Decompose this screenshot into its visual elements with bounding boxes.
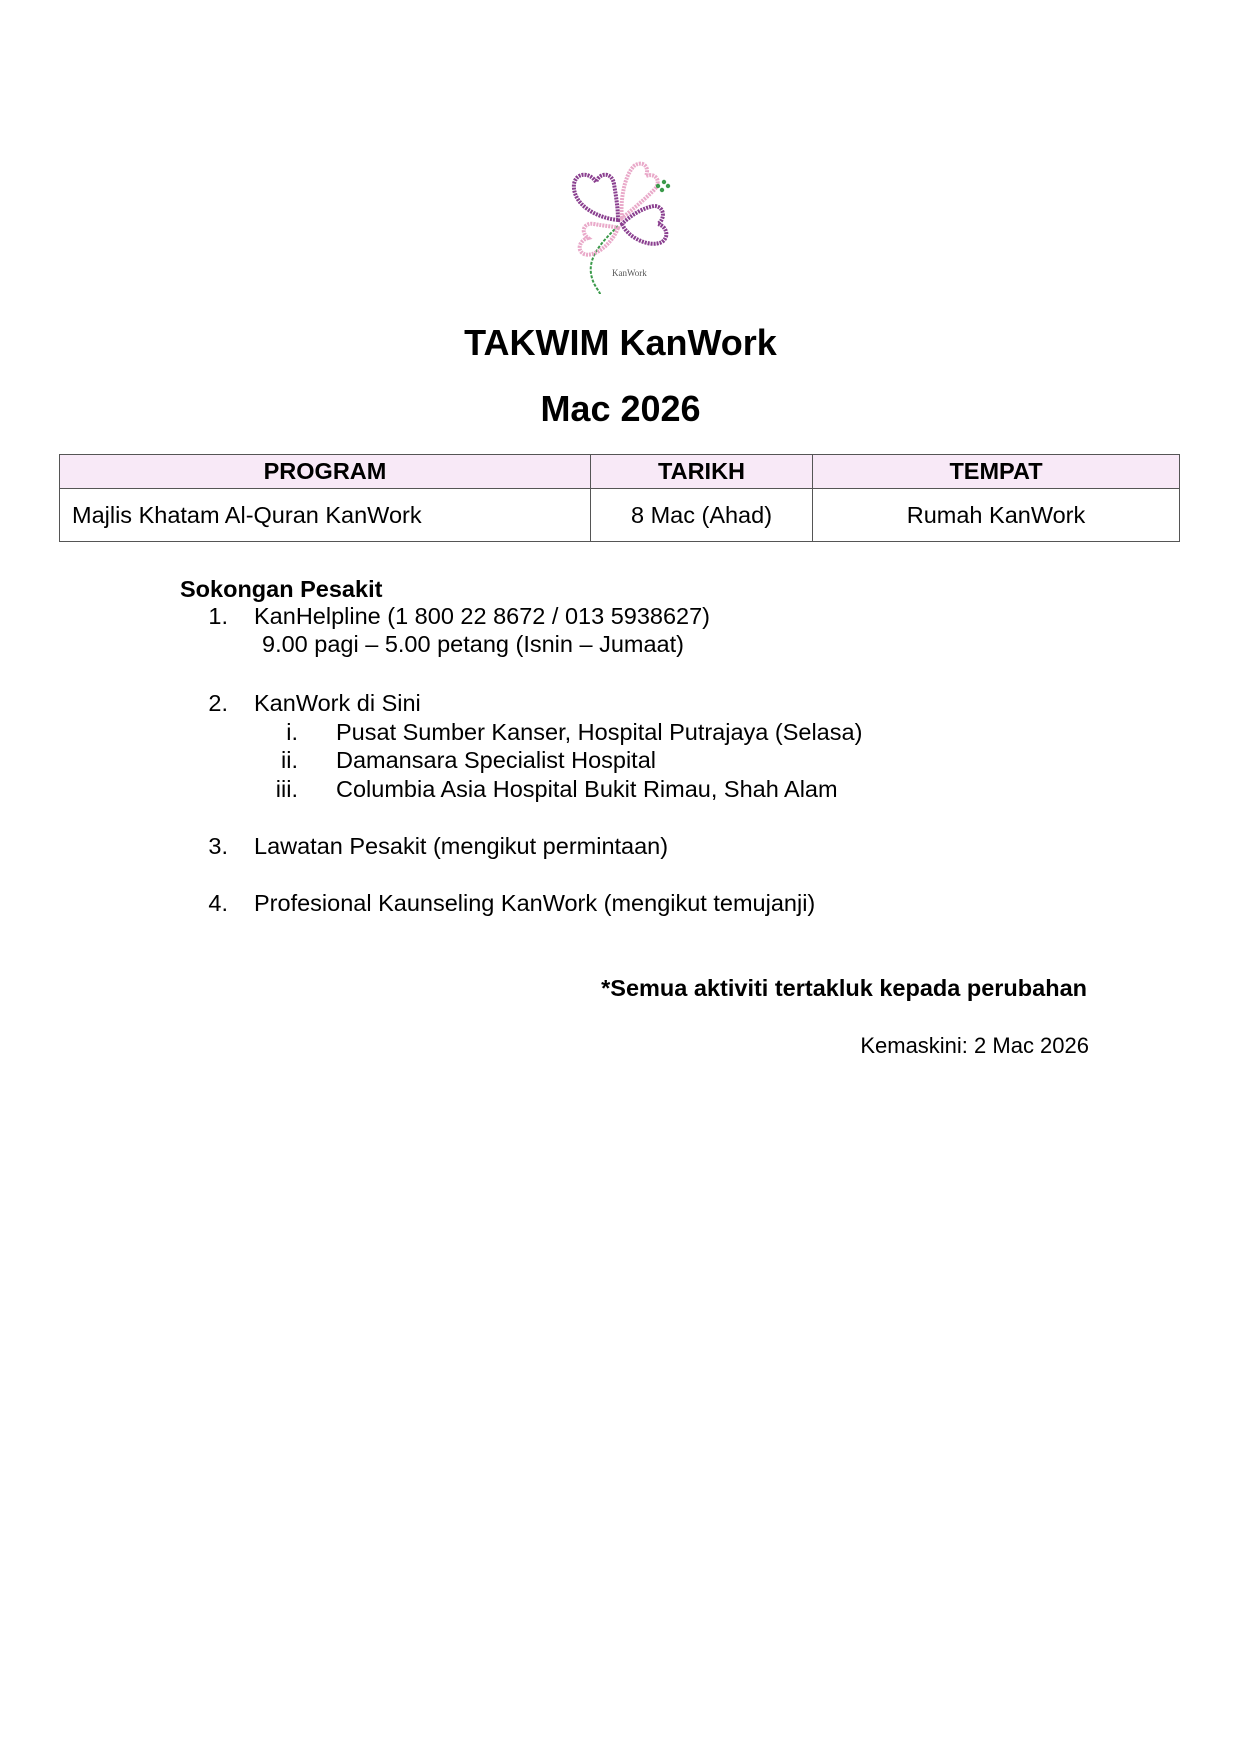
schedule-table [59, 454, 1180, 542]
cell-tarikh: 8 Mac (Ahad) [591, 489, 813, 542]
list-item: Profesional Kaunseling KanWork (mengikut temujanji) [254, 890, 816, 916]
support-heading: Sokongan Pesakit [180, 576, 383, 602]
list-item-subtext: 9.00 pagi – 5.00 petang (Isnin – Jumaat) [262, 631, 684, 657]
list-number: 3. [208, 833, 228, 859]
header-tarikh: TARIKH [591, 455, 813, 489]
cell-tempat: Rumah KanWork [813, 489, 1180, 542]
sublist-item: Columbia Asia Hospital Bukit Rimau, Shah Alam [336, 776, 838, 802]
header-program: PROGRAM [60, 455, 591, 489]
kanwork-logo [566, 158, 678, 294]
logo-text: KanWork [612, 268, 647, 278]
list-item: Lawatan Pesakit (mengikut permintaan) [254, 833, 669, 859]
sublist-item: Pusat Sumber Kanser, Hospital Putrajaya (Selasa) [336, 719, 863, 745]
list-number: 1. [208, 603, 228, 629]
sublist-number: i. [286, 719, 298, 745]
cell-program: Majlis Khatam Al-Quran KanWork [60, 489, 591, 542]
header-tempat: TEMPAT [813, 455, 1180, 489]
sublist-number: iii. [275, 776, 298, 802]
disclaimer-note: *Semua aktiviti tertakluk kepada perubahan [601, 975, 1087, 1001]
updated-date: Kemaskini: 2 Mac 2026 [860, 1033, 1089, 1058]
page-subtitle: Mac 2026 [540, 388, 701, 429]
sublist-number: ii. [281, 747, 298, 773]
list-item: KanWork di Sini [254, 690, 421, 716]
list-item: KanHelpline (1 800 22 8672 / 013 5938627) [254, 603, 711, 629]
table-header-row [60, 455, 1180, 489]
sublist-item: Damansara Specialist Hospital [336, 747, 657, 773]
list-number: 4. [208, 890, 228, 916]
table-row [60, 489, 1180, 542]
list-number: 2. [208, 690, 228, 716]
page-title: TAKWIM KanWork [464, 322, 777, 363]
